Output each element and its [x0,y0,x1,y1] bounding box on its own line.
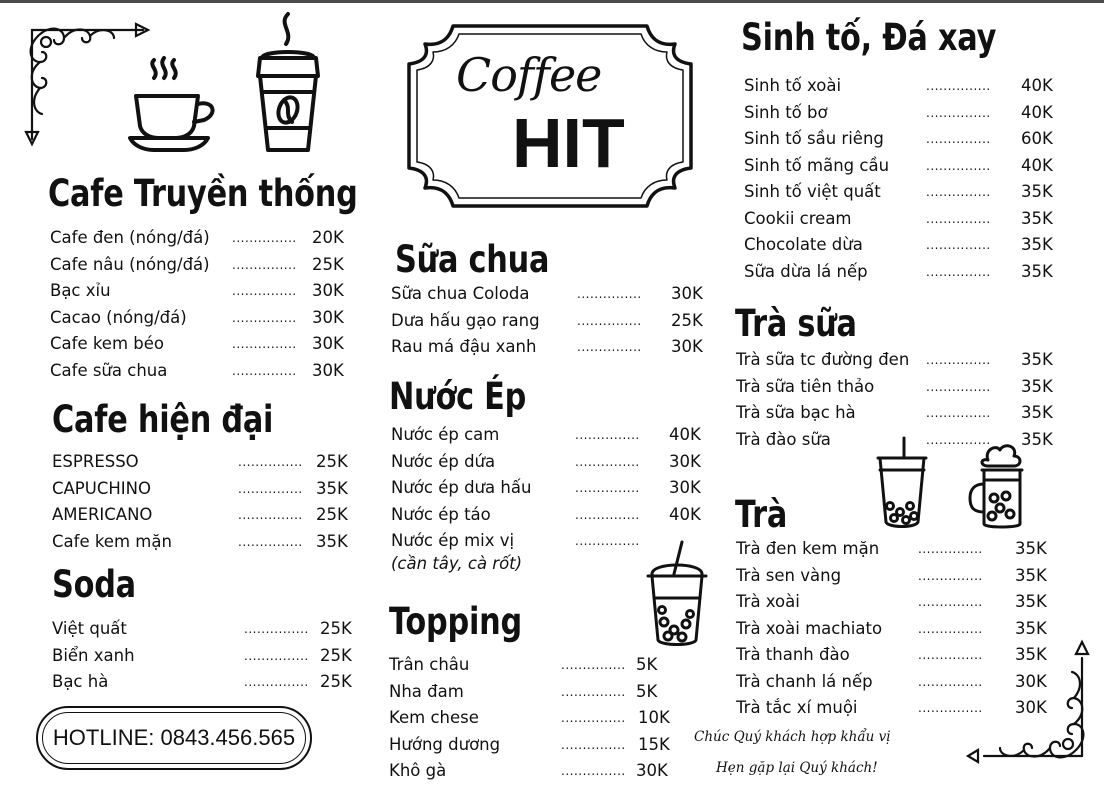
takeaway-coffee-icon [248,10,328,160]
item-price: 40K [669,425,701,444]
heading-sinh-to: Sinh tố, Đá xay [741,16,997,59]
menu-item [744,73,1064,100]
item-dots: ............... [577,287,642,301]
item-price: 40K [1021,76,1053,95]
item-dots: ............... [561,764,626,778]
item-name: Nước ép dứa [391,451,496,471]
item-name: Trà sữa tc đường đen [736,350,910,369]
menu-item [52,616,352,643]
menu-item [744,100,1064,127]
item-name: Cafe kem mặn [52,531,172,551]
menu-item [389,705,689,732]
item-price: 35K [1021,403,1053,422]
item-dots: ............... [232,284,297,298]
hotline-text: HOTLINE: 0843.456.565 [42,712,306,764]
item-dots: ............... [926,379,991,394]
item-name: Trà đào sữa [736,429,831,449]
item-name: Cafe kem béo [50,334,164,353]
mason-jar-drink-icon [966,440,1036,532]
menu-sinh-to [744,73,1064,285]
menu-item [736,374,1066,401]
item-dots: ............... [918,595,983,609]
item-name: ESPRESSO [52,452,139,471]
item-price: 35K [1015,539,1047,558]
menu-item [52,476,352,503]
item-dots: ............... [575,428,640,442]
item-price: 30K [312,360,344,380]
item-dots: ............... [926,432,991,447]
item-price: 25K [316,452,348,471]
item-name: Nước ép mix vị [391,531,515,550]
item-name: Sữa dừa lá nếp [744,261,868,281]
item-dots: ............... [575,454,640,469]
item-name: Sữa chua Coloda [391,284,530,303]
item-dots: ............... [575,481,640,495]
item-name: Trà xoài [736,592,800,611]
menu-sua-chua [391,281,711,361]
item-dots: ............... [238,481,303,496]
item-name: Trà sữa bạc hà [736,403,856,422]
item-dots: ............... [238,534,303,549]
item-name: AMERICANO [52,505,153,524]
item-name: CAPUCHINO [52,478,151,498]
menu-item [50,331,350,358]
item-price: 30K [312,334,344,353]
item-dots: ............... [926,353,991,367]
footer-greeting: Chúc Quý khách hợp khẩu vị [694,729,891,745]
menu-item [744,206,1064,233]
item-name: Dưa hấu gạo rang [391,310,540,330]
menu-item [744,179,1064,206]
item-dots: ............... [926,406,991,420]
menu-item [52,669,352,696]
heading-tra-sua: Trà sữa [735,302,857,345]
menu-item [52,643,352,670]
item-price: 60K [1021,129,1053,148]
item-name: Hướng dương [389,734,501,754]
menu-item [391,502,711,529]
item-price: 35K [1015,618,1047,638]
item-price: 35K [1021,429,1053,449]
item-price: 25K [320,672,352,691]
item-name: Trà xoài machiato [736,618,883,638]
item-name: Sinh tố mãng cầu [744,155,890,175]
item-name: Kem chese [389,708,479,727]
menu-item [389,732,689,759]
menu-item [52,502,352,529]
menu-item [50,305,350,332]
menu-item [736,536,1056,563]
heading-nuoc-ep: Nước Ép [389,375,527,418]
item-price: 25K [316,505,348,524]
item-dots: ............... [244,648,309,663]
item-name: Chocolate dừa [744,235,863,254]
menu-topping [389,652,689,785]
menu-item [391,308,711,335]
item-name: Trà sữa tiên thảo [736,376,875,396]
menu-item [50,278,350,305]
menu-item [744,153,1064,180]
item-name: Nước ép dưa hấu [391,478,532,497]
item-dots: ............... [918,648,983,662]
item-price: 30K [636,761,668,780]
menu-item [50,252,350,279]
item-price: 20K [312,228,344,247]
item-name: Sinh tố sầu riêng [744,129,884,148]
item-price: 30K [669,451,701,471]
heading-topping: Topping [389,600,522,643]
menu-item [389,652,689,679]
heading-sua-chua: Sữa chua [395,238,550,281]
item-price: 40K [669,504,701,524]
item-name: Trà chanh lá nếp [736,671,873,691]
menu-item [744,126,1064,153]
menu-item [52,449,352,476]
item-price: 25K [312,254,344,274]
item-dots: ............... [918,621,983,636]
item-dots: ............... [926,264,991,279]
item-price: 25K [320,645,352,665]
item-name: Nước ép táo [391,504,491,524]
item-price: 40K [1021,155,1053,175]
item-price: 35K [316,478,348,498]
item-name: Sinh tố việt quất [744,182,881,201]
menu-item [52,529,352,556]
item-dots: ............... [561,711,626,725]
menu-item [50,225,350,252]
item-price: 40K [1021,102,1053,122]
item-dots: ............... [926,185,991,199]
item-price: 35K [1021,235,1053,254]
item-dots: ............... [926,105,991,120]
item-price: 10K [638,708,670,727]
item-name: Trà thanh đào [736,645,850,664]
item-dots: ............... [926,211,991,226]
item-price: 35K [1015,645,1047,664]
item-price: 30K [312,281,344,300]
item-dots: ............... [918,674,983,689]
item-name: Bạc xỉu [50,281,111,300]
menu-item [389,679,689,706]
item-dots: ............... [577,340,642,354]
item-dots: ............... [561,684,626,699]
corner-ornament-bottom-right [968,638,1096,778]
menu-item [391,334,711,361]
item-dots: ............... [232,231,297,245]
item-dots: ............... [232,310,297,325]
bubble-tea-icon [644,540,710,650]
item-name: Sinh tố xoài [744,76,842,95]
item-name: Trân châu [389,655,470,674]
item-dots: ............... [238,455,303,469]
item-name: Biển xanh [52,645,135,665]
footer-farewell: Hẹn gặp lại Quý khách! [716,760,878,776]
item-dots: ............... [232,337,297,351]
menu-item [391,281,711,308]
item-dots: ............... [926,79,991,93]
item-price: 35K [1021,208,1053,228]
menu-soda [52,616,352,696]
menu-item [744,259,1064,286]
item-dots: ............... [232,257,297,272]
item-price: 25K [320,619,352,638]
item-name: Khô gà [389,761,447,780]
item-dots: ............... [238,508,303,522]
bubble-tea-cup-icon [872,436,932,532]
item-dots: ............... [918,568,983,583]
heading-cafe-hien-dai: Cafe hiện đại [52,398,274,441]
item-dots: ............... [577,313,642,328]
hotline-badge [36,706,312,770]
item-price: 5K [636,655,658,674]
item-dots: ............... [918,701,983,715]
menu-item [391,475,711,502]
item-name: Bạc hà [52,672,109,691]
item-name: Trà sen vàng [736,565,842,585]
item-price: 35K [1021,261,1053,281]
menu-item [391,449,711,476]
brand-name: HIT [512,104,625,182]
nuoc-ep-note: (cần tây, cà rốt) [391,554,523,573]
menu-item [736,400,1066,427]
item-price: 35K [1021,376,1053,396]
item-price: 5K [636,681,658,701]
item-name: Cacao (nóng/đá) [50,307,187,327]
menu-item [391,422,711,449]
item-dots: ............... [918,542,983,556]
item-dots: ............... [575,507,640,522]
menu-item [736,563,1056,590]
item-name: Cafe sữa chua [50,360,168,380]
item-name: Nước ép cam [391,425,500,444]
item-dots: ............... [561,658,626,672]
item-price: 30K [669,478,701,497]
item-price: 35K [1021,350,1053,369]
menu-nuoc-ep [391,422,711,555]
menu-item [389,758,689,785]
item-dots: ............... [575,534,640,548]
item-price: 35K [1015,592,1047,611]
item-price: 30K [671,337,703,356]
item-name: Cookii cream [744,208,852,228]
heading-soda: Soda [52,563,136,606]
menu-item [50,358,350,385]
item-name: Nha đam [389,681,464,701]
item-name: Trà đen kem mặn [736,539,880,558]
item-dots: ............... [244,622,309,636]
brand-script: Coffee [456,48,602,102]
heading-cafe-truyen-thong: Cafe Truyền thống [48,172,358,215]
item-name: Trà tắc xí muội [736,698,858,717]
item-price: 35K [1015,565,1047,585]
item-price: 30K [671,284,703,303]
item-name: Cafe nâu (nóng/đá) [50,254,210,274]
menu-item [736,347,1066,374]
item-price: 30K [1015,698,1047,717]
item-price: 30K [1015,671,1047,691]
item-name: Rau má đậu xanh [391,337,537,356]
item-name: Cafe đen (nóng/đá) [50,228,210,247]
heading-tra: Trà [735,493,788,536]
menu-item [744,232,1064,259]
item-price: 35K [1021,182,1053,201]
item-dots: ............... [561,737,626,752]
coffee-cup-icon [124,54,224,154]
item-name: Sinh tố bơ [744,102,828,122]
item-dots: ............... [926,238,991,252]
menu-cafe-hien-dai [52,449,352,555]
item-price: 35K [316,531,348,551]
item-dots: ............... [926,158,991,173]
item-price: 25K [671,310,703,330]
item-name: Việt quất [52,619,127,638]
item-dots: ............... [244,675,309,689]
item-price: 15K [638,734,670,754]
menu-item [736,589,1056,616]
item-dots: ............... [232,363,297,378]
item-price: 30K [312,307,344,327]
menu-cafe-truyen-thong [50,225,350,384]
item-dots: ............... [926,132,991,146]
top-border [0,0,1104,3]
